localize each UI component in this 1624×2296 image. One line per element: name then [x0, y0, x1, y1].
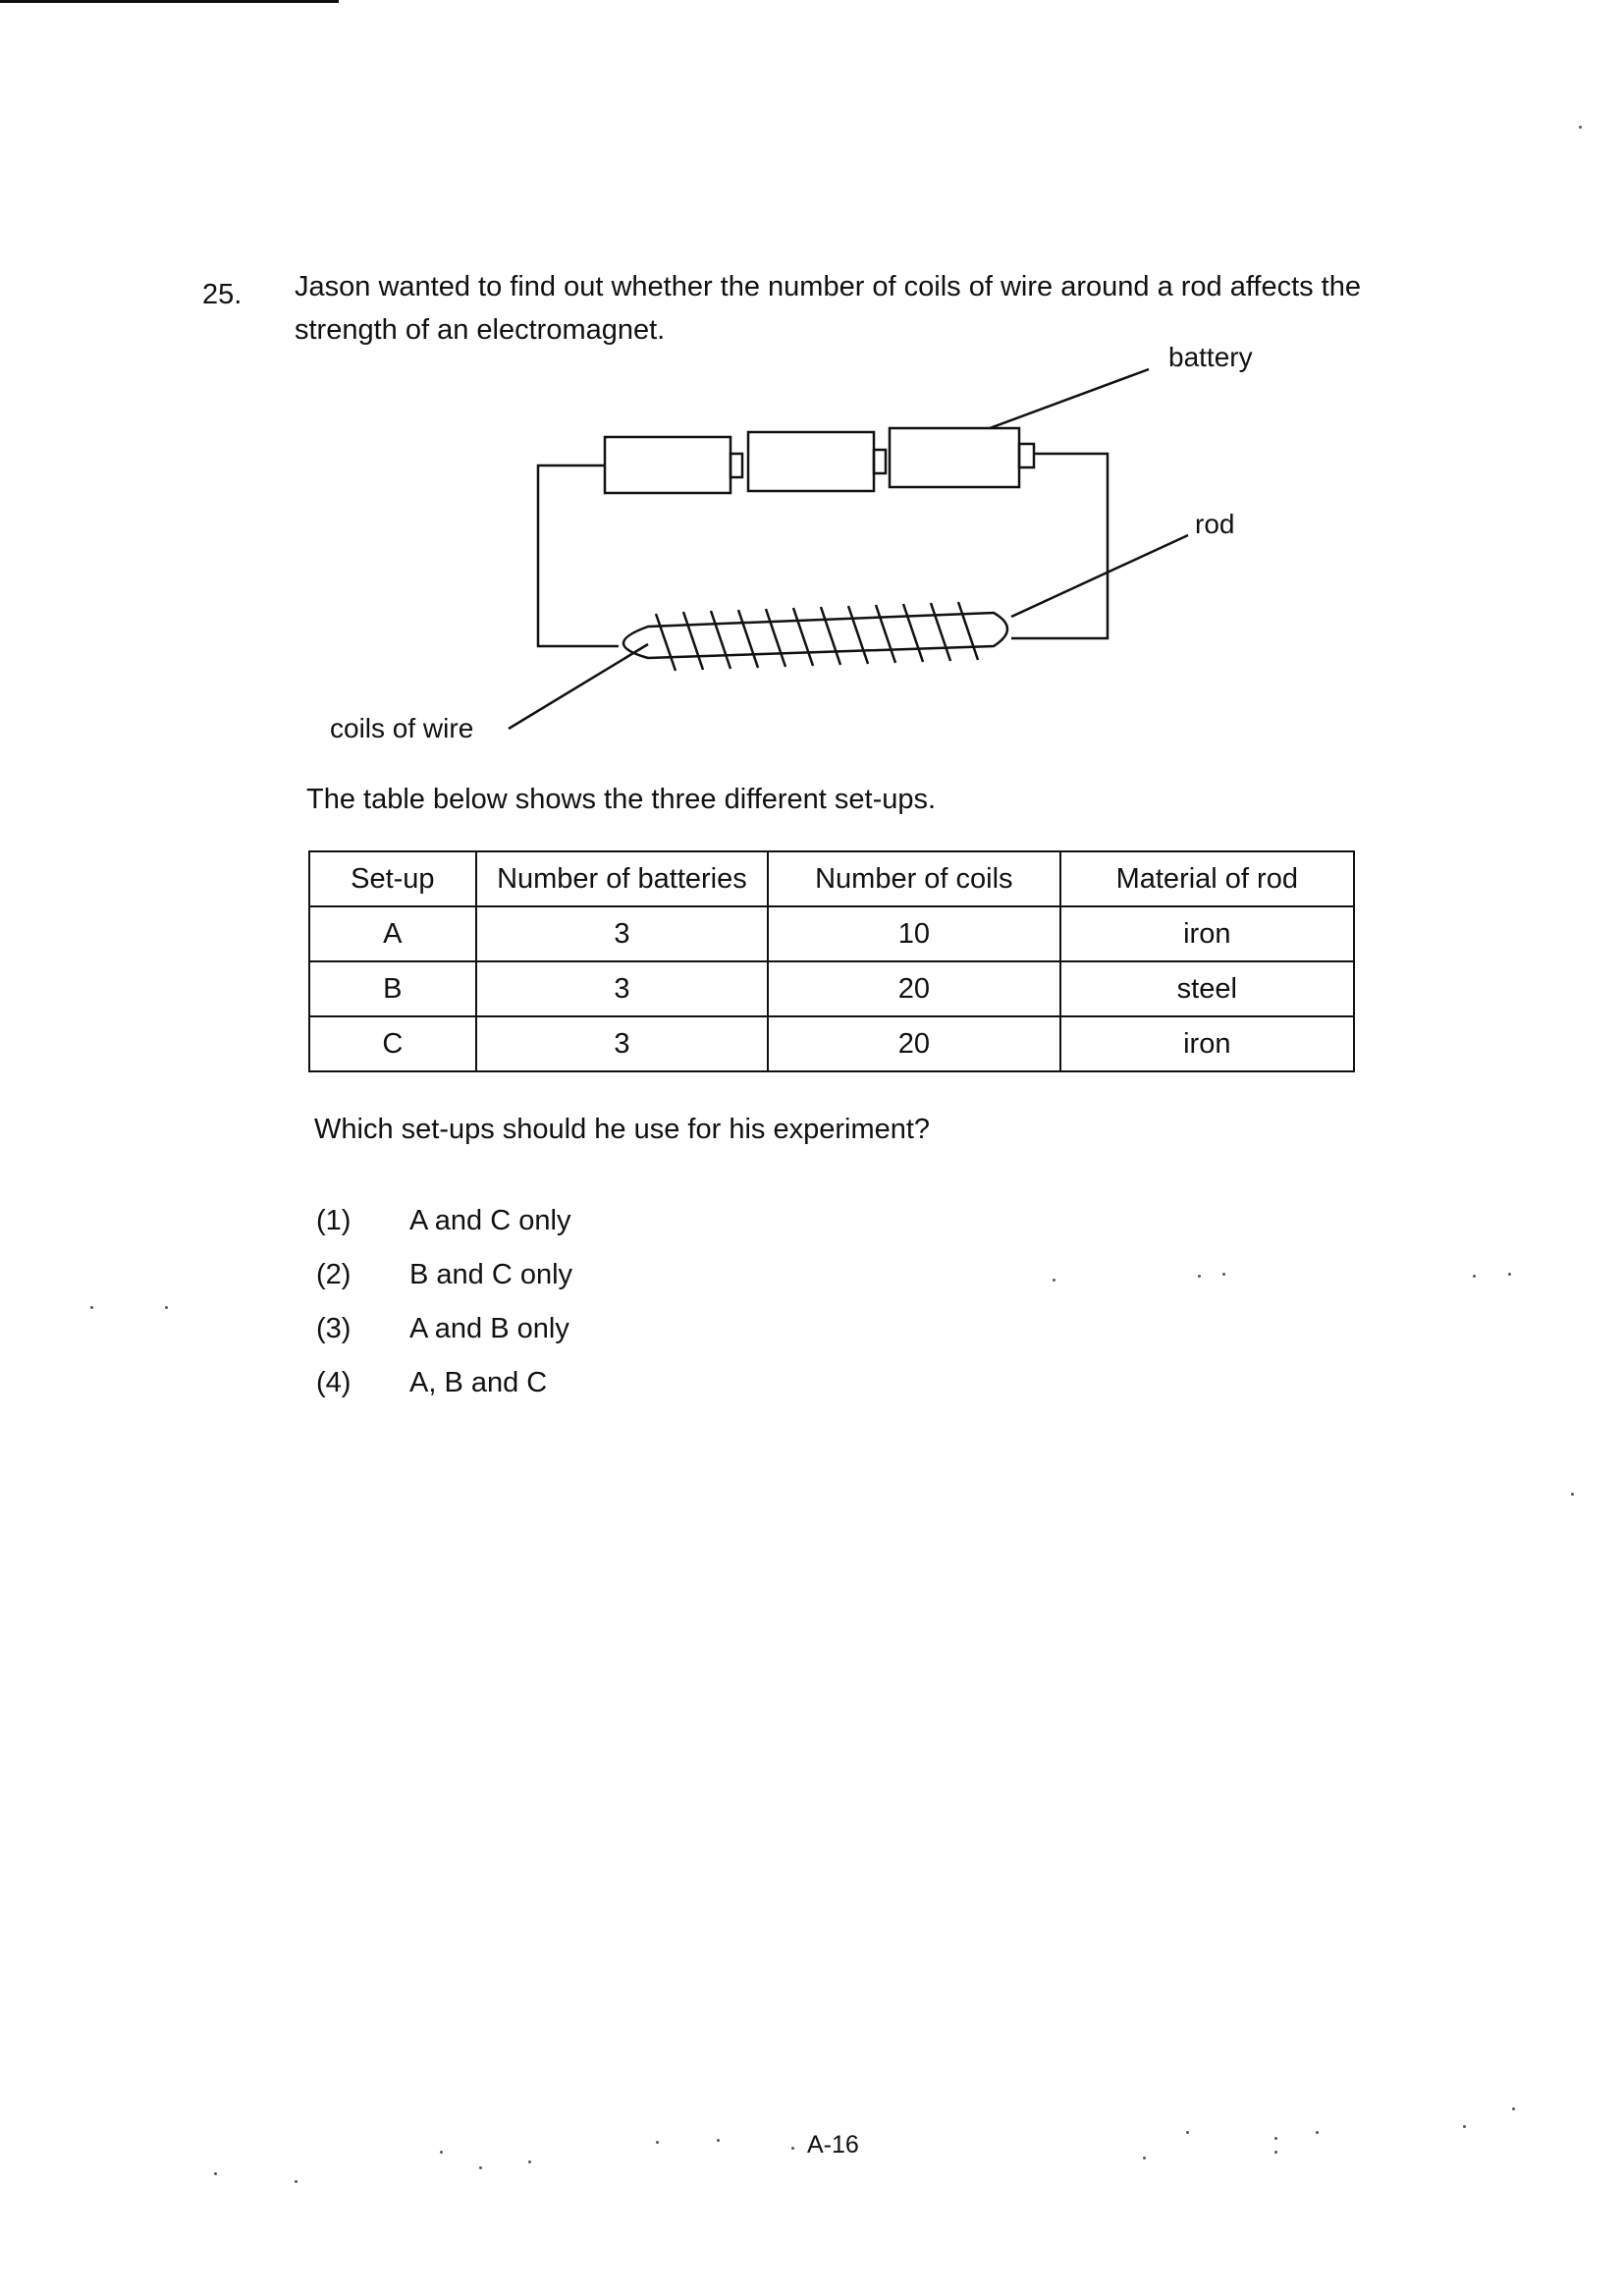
rod-label: rod [1195, 509, 1235, 539]
answer-option[interactable] [316, 1302, 572, 1356]
scan-speck [1463, 2125, 1466, 2128]
question-text: Jason wanted to find out whether the number of coils of wire around a rod affects the strength of an electromagnet. [295, 271, 1361, 346]
question-prompt: Which set-ups should he use for his experiment? [314, 1114, 931, 1145]
cell-setup: C [309, 1016, 476, 1071]
battery-cell-2-terminal [874, 450, 886, 473]
battery-cell-1 [605, 437, 731, 493]
cell-batteries: 3 [476, 906, 768, 961]
answer-options [316, 1194, 572, 1410]
option-text: A, B and C [409, 1367, 548, 1398]
header-material: Material of rod [1060, 851, 1354, 906]
scan-speck [1508, 1273, 1511, 1276]
page-number: A-16 [807, 2131, 859, 2159]
option-text: B and C only [409, 1259, 573, 1290]
cell-batteries: 3 [476, 961, 768, 1016]
scan-speck [1222, 1273, 1225, 1276]
rod-leader-line [1011, 535, 1188, 617]
table-row [309, 961, 1354, 1016]
scan-speck [1316, 2131, 1319, 2134]
scan-speck [165, 1306, 168, 1309]
cell-material: iron [1060, 906, 1354, 961]
option-number: (3) [316, 1313, 352, 1344]
scan-speck [440, 2151, 443, 2154]
scan-speck [1274, 2151, 1277, 2154]
scan-speck [479, 2166, 482, 2169]
table-row [309, 1016, 1354, 1071]
cell-setup: A [309, 906, 476, 961]
rod [623, 613, 1007, 658]
header-coils: Number of coils [768, 851, 1059, 906]
table-header-row [309, 851, 1354, 906]
cell-coils: 20 [768, 961, 1059, 1016]
option-number: (2) [316, 1259, 352, 1290]
scan-speck [1143, 2157, 1146, 2159]
cell-material: steel [1060, 961, 1354, 1016]
scan-speck [1198, 1275, 1201, 1278]
option-text: A and C only [409, 1205, 571, 1236]
scan-speck [717, 2139, 720, 2142]
scan-speck [90, 1306, 93, 1309]
scan-speck [1512, 2107, 1515, 2110]
battery-label: battery [1168, 342, 1253, 372]
scan-speck [1473, 1275, 1476, 1278]
cell-material: iron [1060, 1016, 1354, 1071]
battery-cell-3 [890, 428, 1019, 487]
scan-speck [1053, 1279, 1056, 1282]
coils-of-wire-label: coils of wire [330, 713, 474, 743]
scan-speck [528, 2160, 531, 2163]
scan-speck [295, 2180, 298, 2183]
answer-option[interactable] [316, 1248, 572, 1302]
scan-speck [1579, 126, 1582, 129]
table-row [309, 906, 1354, 961]
option-text: A and B only [409, 1313, 569, 1344]
option-number: (1) [316, 1205, 352, 1236]
setups-table [308, 850, 1355, 1072]
header-batteries: Number of batteries [476, 851, 768, 906]
cell-coils: 20 [768, 1016, 1059, 1071]
table-intro: The table below shows the three different set-ups. [306, 784, 937, 815]
answer-option[interactable] [316, 1356, 572, 1410]
scan-speck [1186, 2131, 1189, 2134]
coils-leader-line [509, 644, 648, 729]
scan-speck [214, 2172, 217, 2175]
battery-cell-1-terminal [731, 454, 742, 477]
cell-batteries: 3 [476, 1016, 768, 1071]
cell-coils: 10 [768, 906, 1059, 961]
scan-speck [1571, 1493, 1574, 1496]
cell-setup: B [309, 961, 476, 1016]
battery-cell-2 [748, 432, 874, 491]
scan-speck [1274, 2137, 1277, 2140]
question-number: 25. [202, 279, 243, 310]
option-number: (4) [316, 1367, 352, 1398]
answer-option[interactable] [316, 1194, 572, 1248]
scan-speck [656, 2141, 659, 2144]
coils-of-wire [656, 602, 978, 671]
header-setup: Set-up [309, 851, 476, 906]
scan-speck [791, 2147, 794, 2150]
battery-leader-line [990, 369, 1149, 428]
battery-cell-3-terminal [1019, 444, 1034, 467]
